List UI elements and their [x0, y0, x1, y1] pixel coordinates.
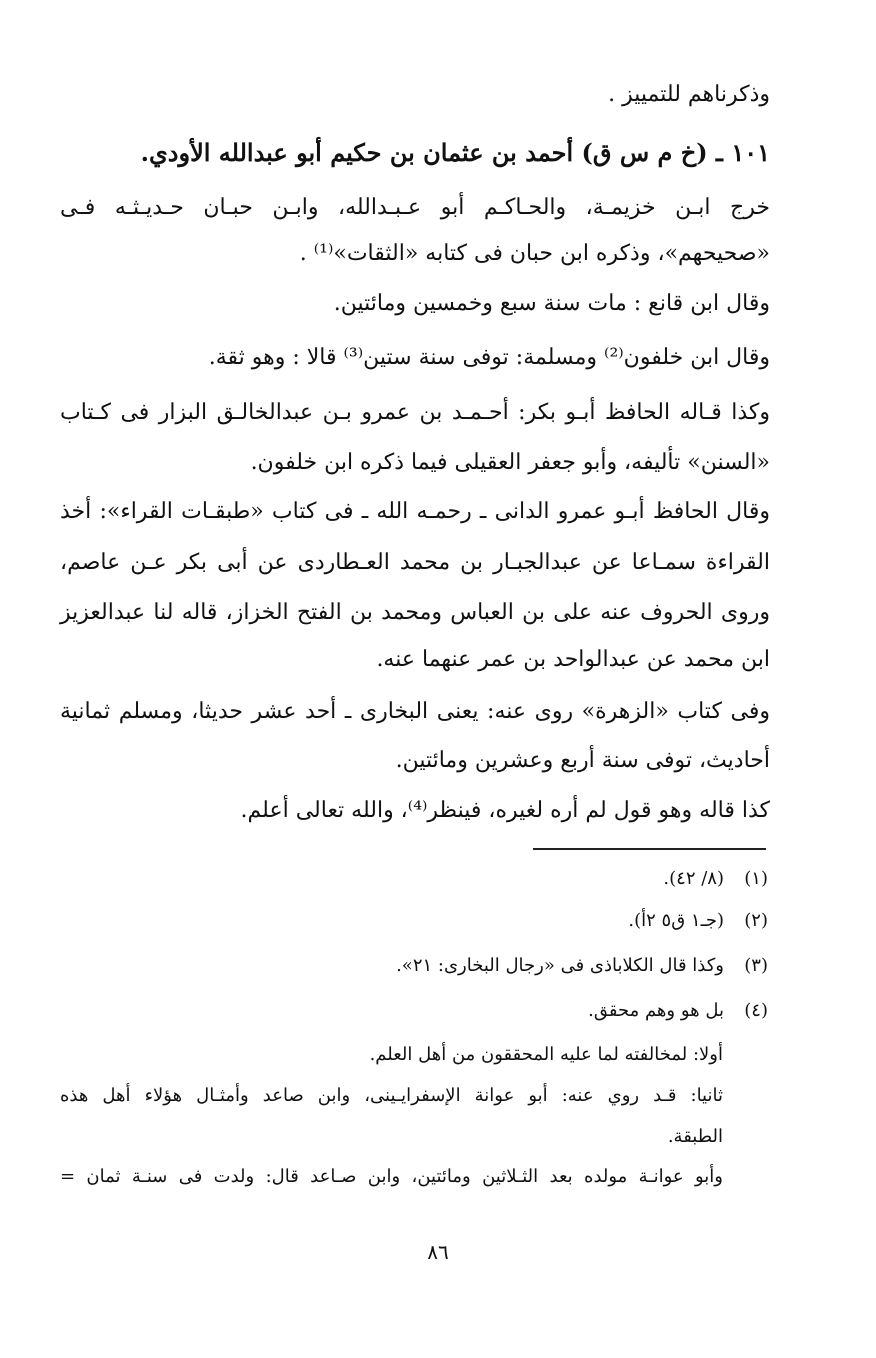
footnote-text-2: (جـ١ ق٥ ٢أ).: [628, 910, 724, 931]
footnote-number-3: (٣): [744, 955, 768, 976]
text-line-5: وقال ابن قانع : مات سنة سبع وخمسين ومائتين.: [333, 291, 770, 316]
footnote-4-line-2: ثانيا: قـد روي عنه: أبو عوانة الإسفرايـينى، وابن صاعد وأمثـال هؤلاء أهل هذه: [60, 1085, 723, 1106]
text-line-8: «السنن» تأليفه، وأبو جعفر العقيلى فيما ذكره ابن خلفون.: [250, 450, 770, 475]
text-line-6: وقال ابن خلفون⁽²⁾ ومسلمة: توفى سنة ستين⁽³⁾ قالا : وهو ثقة.: [208, 345, 770, 370]
text-line-9: وقال الحافظ أبـو عمرو الدانى ـ رحمـه الله ـ فى كتاب «طبقـات القراء»: أخذ: [60, 499, 770, 524]
footnote-text-3: وكذا قال الكلاباذى فى «رجال البخارى: ٢١».: [396, 955, 724, 976]
footnote-4-line-1: أولا: لمخالفته لما عليه المحققون من أهل العلم.: [369, 1044, 723, 1065]
text-line-3: خرج ابـن خزيمـة، والحـاكـم أبو عـبـدالله، وابـن حبـان حـديـثـه فـى: [60, 195, 770, 220]
text-line-15: كذا قاله وهو قول لم أره لغيره، فينظر⁽⁴⁾، والله تعالى أعلم.: [240, 798, 770, 823]
footnote-number-2: (٢): [744, 910, 768, 931]
footnote-number-4: (٤): [744, 1000, 768, 1021]
footnote-text-1: (٨/ ٤٢).: [663, 868, 724, 889]
text-line-7: وكذا قـاله الحافظ أبـو بكر: أحـمـد بن عمرو بـن عبدالخالـق البزار فى كـتاب: [60, 400, 770, 425]
text-line-11: وروى الحروف عنه على بن العباس ومحمد بن الفتح الخزاز، قاله لنا عبدالعزيز: [60, 600, 770, 625]
text-line-4: «صحيحهم»، وذكره ابن حبان فى كتابه «الثقات»⁽¹⁾ .: [299, 241, 770, 266]
footnote-text-4: بل هو وهم محقق.: [588, 1000, 724, 1021]
footnote-number-1: (١): [744, 868, 768, 889]
footnote-4-line-3: الطبقة.: [667, 1126, 723, 1147]
text-line-10: القراءة سمـاعا عن عبدالجبـار بن محمد العـطاردى عن أبى بكر عـن عاصم،: [60, 550, 770, 575]
text-line-13: وفى كتاب «الزهرة» روى عنه: يعنى البخارى ـ أحد عشر حديثا، ومسلم ثمانية: [60, 699, 770, 724]
text-line-1: وذكرناهم للتمييز .: [608, 82, 770, 107]
text-line-12: ابن محمد عن عبدالواحد بن عمر عنهما عنه.: [376, 647, 770, 672]
footnote-4-line-4: وأبو عوانـة مولده بعد الثـلاثين ومائتين، وابن صـاعد قال: ولدت فى سنـة ثمان =: [60, 1166, 723, 1187]
entry-heading: ١٠١ ـ (خ م س ق) أحمد بن عثمان بن حكيم أبو عبدالله الأودي.: [140, 138, 770, 167]
text-line-14: أحاديث، توفى سنة أربع وعشرين ومائتين.: [395, 748, 770, 773]
footnote-separator: [533, 848, 766, 850]
page-number: ٨٦: [427, 1240, 449, 1264]
